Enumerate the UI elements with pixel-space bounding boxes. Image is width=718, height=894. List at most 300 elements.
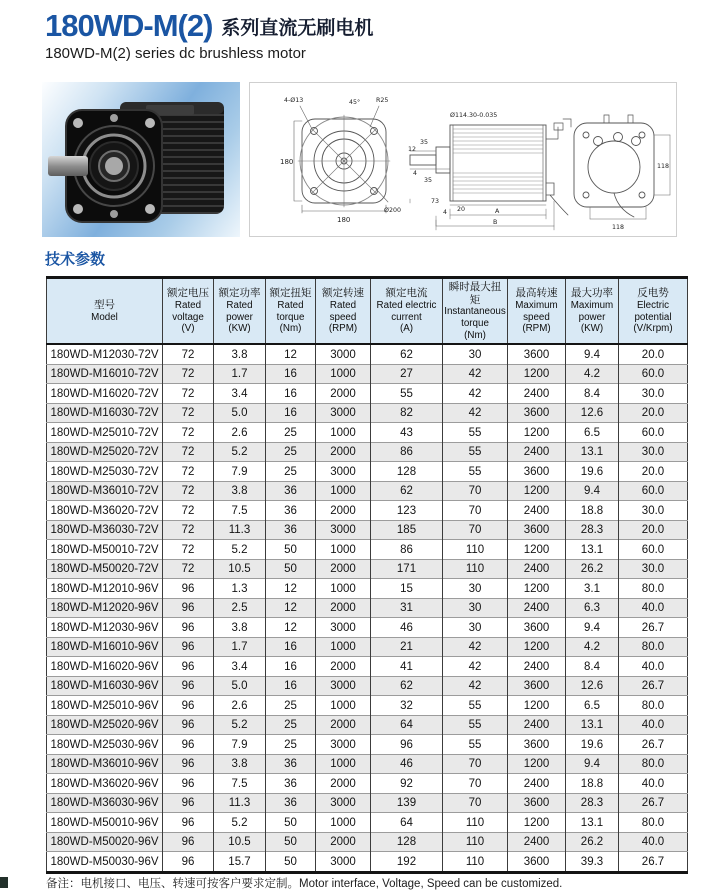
value-cell: 1000 bbox=[316, 481, 371, 501]
table-row bbox=[47, 754, 688, 774]
value-cell: 110 bbox=[443, 540, 508, 560]
value-cell: 2400 bbox=[508, 442, 566, 462]
value-cell: 50 bbox=[266, 559, 316, 579]
value-cell: 2.6 bbox=[214, 696, 266, 716]
value-cell: 171 bbox=[371, 559, 443, 579]
value-cell: 40.0 bbox=[619, 715, 688, 735]
value-cell: 27 bbox=[371, 364, 443, 384]
value-cell: 42 bbox=[443, 637, 508, 657]
value-cell: 72 bbox=[163, 403, 214, 423]
value-cell: 16 bbox=[266, 637, 316, 657]
value-cell: 1200 bbox=[508, 813, 566, 833]
value-cell: 3600 bbox=[508, 520, 566, 540]
value-cell: 4.2 bbox=[566, 637, 619, 657]
value-cell: 1000 bbox=[316, 579, 371, 599]
value-cell: 5.2 bbox=[214, 540, 266, 560]
value-cell: 40.0 bbox=[619, 774, 688, 794]
model-cell: 180WD-M50020-72V bbox=[47, 559, 163, 579]
value-cell: 128 bbox=[371, 462, 443, 482]
value-cell: 1200 bbox=[508, 423, 566, 443]
value-cell: 30.0 bbox=[619, 559, 688, 579]
value-cell: 1000 bbox=[316, 813, 371, 833]
value-cell: 70 bbox=[443, 754, 508, 774]
value-cell: 3600 bbox=[508, 462, 566, 482]
model-cell: 180WD-M25030-96V bbox=[47, 735, 163, 755]
model-cell: 180WD-M16010-72V bbox=[47, 364, 163, 384]
model-cell: 180WD-M25020-96V bbox=[47, 715, 163, 735]
value-cell: 12 bbox=[266, 618, 316, 638]
value-cell: 96 bbox=[163, 676, 214, 696]
value-cell: 3000 bbox=[316, 462, 371, 482]
value-cell: 110 bbox=[443, 852, 508, 873]
value-cell: 3000 bbox=[316, 676, 371, 696]
value-cell: 55 bbox=[443, 462, 508, 482]
value-cell: 82 bbox=[371, 403, 443, 423]
value-cell: 1200 bbox=[508, 637, 566, 657]
value-cell: 1000 bbox=[316, 423, 371, 443]
value-cell: 9.4 bbox=[566, 481, 619, 501]
value-cell: 139 bbox=[371, 793, 443, 813]
column-header: 额定转速 Rated speed (RPM) bbox=[316, 278, 371, 345]
column-header: 型号 Model bbox=[47, 278, 163, 345]
value-cell: 13.1 bbox=[566, 442, 619, 462]
table-row bbox=[47, 598, 688, 618]
value-cell: 1000 bbox=[316, 754, 371, 774]
value-cell: 20.0 bbox=[619, 462, 688, 482]
value-cell: 2000 bbox=[316, 598, 371, 618]
value-cell: 15 bbox=[371, 579, 443, 599]
value-cell: 25 bbox=[266, 715, 316, 735]
value-cell: 80.0 bbox=[619, 579, 688, 599]
front-width-dim: 180 bbox=[337, 216, 351, 224]
value-cell: 26.2 bbox=[566, 832, 619, 852]
value-cell: 72 bbox=[163, 501, 214, 521]
value-cell: 72 bbox=[163, 384, 214, 404]
value-cell: 72 bbox=[163, 462, 214, 482]
value-cell: 2400 bbox=[508, 598, 566, 618]
value-cell: 70 bbox=[443, 520, 508, 540]
value-cell: 3600 bbox=[508, 344, 566, 364]
value-cell: 1000 bbox=[316, 696, 371, 716]
value-cell: 26.7 bbox=[619, 793, 688, 813]
value-cell: 26.7 bbox=[619, 618, 688, 638]
value-cell: 72 bbox=[163, 559, 214, 579]
value-cell: 72 bbox=[163, 520, 214, 540]
rear-width-dim: 118 bbox=[612, 224, 625, 231]
model-cell: 180WD-M50010-72V bbox=[47, 540, 163, 560]
side-dim-20: 20 bbox=[457, 206, 466, 213]
value-cell: 80.0 bbox=[619, 637, 688, 657]
column-header: 额定电流 Rated electric current (A) bbox=[371, 278, 443, 345]
value-cell: 70 bbox=[443, 481, 508, 501]
value-cell: 3.8 bbox=[214, 754, 266, 774]
model-cell: 180WD-M25010-72V bbox=[47, 423, 163, 443]
table-row bbox=[47, 676, 688, 696]
value-cell: 1.3 bbox=[214, 579, 266, 599]
value-cell: 6.5 bbox=[566, 696, 619, 716]
value-cell: 5.0 bbox=[214, 403, 266, 423]
value-cell: 70 bbox=[443, 501, 508, 521]
table-row bbox=[47, 501, 688, 521]
rear-view-drawing bbox=[574, 115, 670, 219]
value-cell: 3600 bbox=[508, 852, 566, 873]
value-cell: 3000 bbox=[316, 618, 371, 638]
value-cell: 185 bbox=[371, 520, 443, 540]
value-cell: 46 bbox=[371, 618, 443, 638]
value-cell: 2000 bbox=[316, 559, 371, 579]
value-cell: 13.1 bbox=[566, 813, 619, 833]
model-cell: 180WD-M12010-96V bbox=[47, 579, 163, 599]
value-cell: 110 bbox=[443, 813, 508, 833]
side-view-drawing bbox=[410, 119, 571, 230]
side-dim-4b: 4 bbox=[443, 209, 448, 216]
value-cell: 5.2 bbox=[214, 442, 266, 462]
value-cell: 55 bbox=[443, 735, 508, 755]
model-cell: 180WD-M36020-72V bbox=[47, 501, 163, 521]
column-header: 额定功率 Rated power (KW) bbox=[214, 278, 266, 345]
value-cell: 36 bbox=[266, 520, 316, 540]
value-cell: 25 bbox=[266, 696, 316, 716]
table-row bbox=[47, 364, 688, 384]
value-cell: 12.6 bbox=[566, 676, 619, 696]
table-row bbox=[47, 423, 688, 443]
value-cell: 3600 bbox=[508, 618, 566, 638]
value-cell: 30 bbox=[443, 618, 508, 638]
value-cell: 2000 bbox=[316, 832, 371, 852]
value-cell: 42 bbox=[443, 364, 508, 384]
spec-table bbox=[46, 276, 688, 874]
value-cell: 55 bbox=[443, 423, 508, 443]
value-cell: 13.1 bbox=[566, 540, 619, 560]
value-cell: 70 bbox=[443, 774, 508, 794]
model-cell: 180WD-M12020-96V bbox=[47, 598, 163, 618]
value-cell: 42 bbox=[443, 676, 508, 696]
value-cell: 16 bbox=[266, 676, 316, 696]
value-cell: 7.5 bbox=[214, 774, 266, 794]
value-cell: 36 bbox=[266, 754, 316, 774]
value-cell: 192 bbox=[371, 852, 443, 873]
value-cell: 96 bbox=[163, 579, 214, 599]
value-cell: 72 bbox=[163, 481, 214, 501]
corner-mark bbox=[0, 877, 8, 888]
value-cell: 92 bbox=[371, 774, 443, 794]
model-cell: 180WD-M25030-72V bbox=[47, 462, 163, 482]
table-row bbox=[47, 852, 688, 873]
value-cell: 3.8 bbox=[214, 618, 266, 638]
value-cell: 42 bbox=[443, 403, 508, 423]
value-cell: 20.0 bbox=[619, 403, 688, 423]
value-cell: 1.7 bbox=[214, 364, 266, 384]
motor-image bbox=[42, 82, 240, 237]
value-cell: 96 bbox=[163, 657, 214, 677]
value-cell: 30.0 bbox=[619, 442, 688, 462]
value-cell: 42 bbox=[443, 384, 508, 404]
value-cell: 19.6 bbox=[566, 735, 619, 755]
value-cell: 6.3 bbox=[566, 598, 619, 618]
value-cell: 3000 bbox=[316, 403, 371, 423]
value-cell: 50 bbox=[266, 832, 316, 852]
value-cell: 2000 bbox=[316, 384, 371, 404]
value-cell: 123 bbox=[371, 501, 443, 521]
value-cell: 62 bbox=[371, 344, 443, 364]
value-cell: 21 bbox=[371, 637, 443, 657]
value-cell: 3600 bbox=[508, 403, 566, 423]
column-header: 瞬时最大扭矩 Instantaneous torque (Nm) bbox=[443, 278, 508, 345]
value-cell: 30 bbox=[443, 579, 508, 599]
front-radius-dim: R25 bbox=[376, 97, 389, 104]
value-cell: 2000 bbox=[316, 442, 371, 462]
value-cell: 55 bbox=[443, 442, 508, 462]
value-cell: 3000 bbox=[316, 735, 371, 755]
model-cell: 180WD-M36010-72V bbox=[47, 481, 163, 501]
value-cell: 30 bbox=[443, 344, 508, 364]
value-cell: 72 bbox=[163, 540, 214, 560]
value-cell: 7.5 bbox=[214, 501, 266, 521]
value-cell: 8.4 bbox=[566, 384, 619, 404]
dimension-drawings bbox=[250, 83, 676, 236]
value-cell: 3.1 bbox=[566, 579, 619, 599]
value-cell: 96 bbox=[163, 832, 214, 852]
value-cell: 41 bbox=[371, 657, 443, 677]
value-cell: 2400 bbox=[508, 501, 566, 521]
value-cell: 39.3 bbox=[566, 852, 619, 873]
model-cell: 180WD-M36020-96V bbox=[47, 774, 163, 794]
value-cell: 25 bbox=[266, 442, 316, 462]
value-cell: 96 bbox=[163, 637, 214, 657]
value-cell: 72 bbox=[163, 344, 214, 364]
model-cell: 180WD-M36030-96V bbox=[47, 793, 163, 813]
front-view-drawing bbox=[294, 106, 390, 213]
model-cell: 180WD-M50030-96V bbox=[47, 852, 163, 873]
value-cell: 60.0 bbox=[619, 364, 688, 384]
table-body bbox=[47, 344, 688, 872]
value-cell: 2.5 bbox=[214, 598, 266, 618]
value-cell: 96 bbox=[163, 715, 214, 735]
table-row bbox=[47, 637, 688, 657]
model-cell: 180WD-M16030-96V bbox=[47, 676, 163, 696]
column-header: 额定电压 Rated voltage (V) bbox=[163, 278, 214, 345]
table-row bbox=[47, 579, 688, 599]
table-row bbox=[47, 774, 688, 794]
value-cell: 72 bbox=[163, 423, 214, 443]
value-cell: 20.0 bbox=[619, 344, 688, 364]
value-cell: 12.6 bbox=[566, 403, 619, 423]
value-cell: 110 bbox=[443, 832, 508, 852]
value-cell: 1200 bbox=[508, 579, 566, 599]
value-cell: 3600 bbox=[508, 793, 566, 813]
value-cell: 2000 bbox=[316, 774, 371, 794]
front-diameter-dim: Ø200 bbox=[384, 207, 401, 214]
value-cell: 60.0 bbox=[619, 423, 688, 443]
value-cell: 86 bbox=[371, 442, 443, 462]
value-cell: 2400 bbox=[508, 559, 566, 579]
table-row bbox=[47, 559, 688, 579]
value-cell: 128 bbox=[371, 832, 443, 852]
value-cell: 5.2 bbox=[214, 715, 266, 735]
value-cell: 2000 bbox=[316, 657, 371, 677]
value-cell: 96 bbox=[163, 793, 214, 813]
front-height-dim: 180 bbox=[280, 158, 294, 166]
value-cell: 13.1 bbox=[566, 715, 619, 735]
side-dim-b: B bbox=[493, 219, 498, 226]
value-cell: 2400 bbox=[508, 774, 566, 794]
value-cell: 2400 bbox=[508, 657, 566, 677]
value-cell: 4.2 bbox=[566, 364, 619, 384]
side-spigot-dim: Ø114.30-0.035 bbox=[450, 112, 498, 119]
model-cell: 180WD-M50010-96V bbox=[47, 813, 163, 833]
value-cell: 1200 bbox=[508, 481, 566, 501]
table-row bbox=[47, 540, 688, 560]
model-cell: 180WD-M25020-72V bbox=[47, 442, 163, 462]
value-cell: 28.3 bbox=[566, 520, 619, 540]
value-cell: 72 bbox=[163, 442, 214, 462]
value-cell: 10.5 bbox=[214, 559, 266, 579]
table-row bbox=[47, 793, 688, 813]
value-cell: 1200 bbox=[508, 696, 566, 716]
value-cell: 2000 bbox=[316, 715, 371, 735]
page-header bbox=[45, 8, 373, 62]
table-row bbox=[47, 481, 688, 501]
table-header-row bbox=[47, 278, 688, 345]
value-cell: 80.0 bbox=[619, 696, 688, 716]
model-cell: 180WD-M12030-72V bbox=[47, 344, 163, 364]
value-cell: 43 bbox=[371, 423, 443, 443]
value-cell: 40.0 bbox=[619, 657, 688, 677]
value-cell: 62 bbox=[371, 676, 443, 696]
table-row bbox=[47, 618, 688, 638]
value-cell: 55 bbox=[443, 696, 508, 716]
column-header: 最高转速 Maximum speed (RPM) bbox=[508, 278, 566, 345]
value-cell: 1200 bbox=[508, 754, 566, 774]
value-cell: 1000 bbox=[316, 540, 371, 560]
value-cell: 12 bbox=[266, 598, 316, 618]
value-cell: 16 bbox=[266, 364, 316, 384]
value-cell: 3600 bbox=[508, 735, 566, 755]
value-cell: 36 bbox=[266, 481, 316, 501]
value-cell: 96 bbox=[163, 618, 214, 638]
footer-note: 备注：电机接口、电压、转速可按客户要求定制。Motor interface, Voltage, Speed can be customized. bbox=[46, 878, 563, 890]
value-cell: 96 bbox=[163, 696, 214, 716]
column-header: 最大功率 Maximum power (KW) bbox=[566, 278, 619, 345]
value-cell: 2.6 bbox=[214, 423, 266, 443]
value-cell: 80.0 bbox=[619, 813, 688, 833]
value-cell: 70 bbox=[443, 793, 508, 813]
value-cell: 11.3 bbox=[214, 793, 266, 813]
model-cell: 180WD-M12030-96V bbox=[47, 618, 163, 638]
value-cell: 96 bbox=[163, 813, 214, 833]
value-cell: 96 bbox=[163, 774, 214, 794]
table-row bbox=[47, 696, 688, 716]
value-cell: 12 bbox=[266, 579, 316, 599]
value-cell: 6.5 bbox=[566, 423, 619, 443]
side-dim-73: 73 bbox=[431, 198, 440, 205]
model-cell: 180WD-M16030-72V bbox=[47, 403, 163, 423]
value-cell: 26.2 bbox=[566, 559, 619, 579]
value-cell: 9.4 bbox=[566, 618, 619, 638]
value-cell: 20.0 bbox=[619, 520, 688, 540]
table-row bbox=[47, 442, 688, 462]
value-cell: 40.0 bbox=[619, 598, 688, 618]
value-cell: 16 bbox=[266, 384, 316, 404]
value-cell: 36 bbox=[266, 774, 316, 794]
value-cell: 2400 bbox=[508, 384, 566, 404]
column-header: 额定扭矩 Rated torque (Nm) bbox=[266, 278, 316, 345]
side-dim-35b: 35 bbox=[424, 177, 433, 184]
value-cell: 1.7 bbox=[214, 637, 266, 657]
value-cell: 7.9 bbox=[214, 462, 266, 482]
table-row bbox=[47, 403, 688, 423]
value-cell: 18.8 bbox=[566, 501, 619, 521]
page-subtitle: 180WD-M(2) series dc brushless motor bbox=[45, 45, 306, 62]
value-cell: 72 bbox=[163, 364, 214, 384]
value-cell: 11.3 bbox=[214, 520, 266, 540]
value-cell: 12 bbox=[266, 344, 316, 364]
value-cell: 96 bbox=[163, 735, 214, 755]
value-cell: 1000 bbox=[316, 637, 371, 657]
value-cell: 32 bbox=[371, 696, 443, 716]
value-cell: 3000 bbox=[316, 520, 371, 540]
model-cell: 180WD-M25010-96V bbox=[47, 696, 163, 716]
value-cell: 31 bbox=[371, 598, 443, 618]
value-cell: 55 bbox=[371, 384, 443, 404]
table-row bbox=[47, 462, 688, 482]
value-cell: 30 bbox=[443, 598, 508, 618]
model-cell: 180WD-M16020-72V bbox=[47, 384, 163, 404]
value-cell: 19.6 bbox=[566, 462, 619, 482]
value-cell: 40.0 bbox=[619, 832, 688, 852]
value-cell: 2400 bbox=[508, 832, 566, 852]
value-cell: 1200 bbox=[508, 540, 566, 560]
value-cell: 26.7 bbox=[619, 735, 688, 755]
value-cell: 7.9 bbox=[214, 735, 266, 755]
value-cell: 25 bbox=[266, 735, 316, 755]
value-cell: 16 bbox=[266, 657, 316, 677]
value-cell: 2000 bbox=[316, 501, 371, 521]
model-cell: 180WD-M50020-96V bbox=[47, 832, 163, 852]
value-cell: 64 bbox=[371, 813, 443, 833]
value-cell: 5.2 bbox=[214, 813, 266, 833]
table-row bbox=[47, 344, 688, 364]
value-cell: 2400 bbox=[508, 715, 566, 735]
value-cell: 60.0 bbox=[619, 481, 688, 501]
value-cell: 10.5 bbox=[214, 832, 266, 852]
page-title-cn: 系列直流无刷电机 bbox=[221, 18, 374, 39]
value-cell: 25 bbox=[266, 462, 316, 482]
value-cell: 96 bbox=[163, 852, 214, 873]
table-row bbox=[47, 657, 688, 677]
value-cell: 3600 bbox=[508, 676, 566, 696]
side-dim-35a: 35 bbox=[420, 139, 429, 146]
technical-drawings-panel bbox=[249, 82, 677, 237]
value-cell: 110 bbox=[443, 559, 508, 579]
value-cell: 36 bbox=[266, 501, 316, 521]
value-cell: 96 bbox=[371, 735, 443, 755]
value-cell: 30.0 bbox=[619, 384, 688, 404]
value-cell: 3000 bbox=[316, 344, 371, 364]
front-angle-dim: 45° bbox=[349, 99, 361, 106]
value-cell: 96 bbox=[163, 598, 214, 618]
side-dim-12: 12 bbox=[408, 146, 417, 153]
value-cell: 3000 bbox=[316, 793, 371, 813]
table-row bbox=[47, 735, 688, 755]
side-dim-4a: 4 bbox=[413, 170, 418, 177]
front-bolt-holes-dim: 4-Ø13 bbox=[284, 97, 304, 104]
table-row bbox=[47, 384, 688, 404]
table-row bbox=[47, 715, 688, 735]
value-cell: 5.0 bbox=[214, 676, 266, 696]
value-cell: 16 bbox=[266, 403, 316, 423]
column-header: 反电势 Electric potential (V/Krpm) bbox=[619, 278, 688, 345]
